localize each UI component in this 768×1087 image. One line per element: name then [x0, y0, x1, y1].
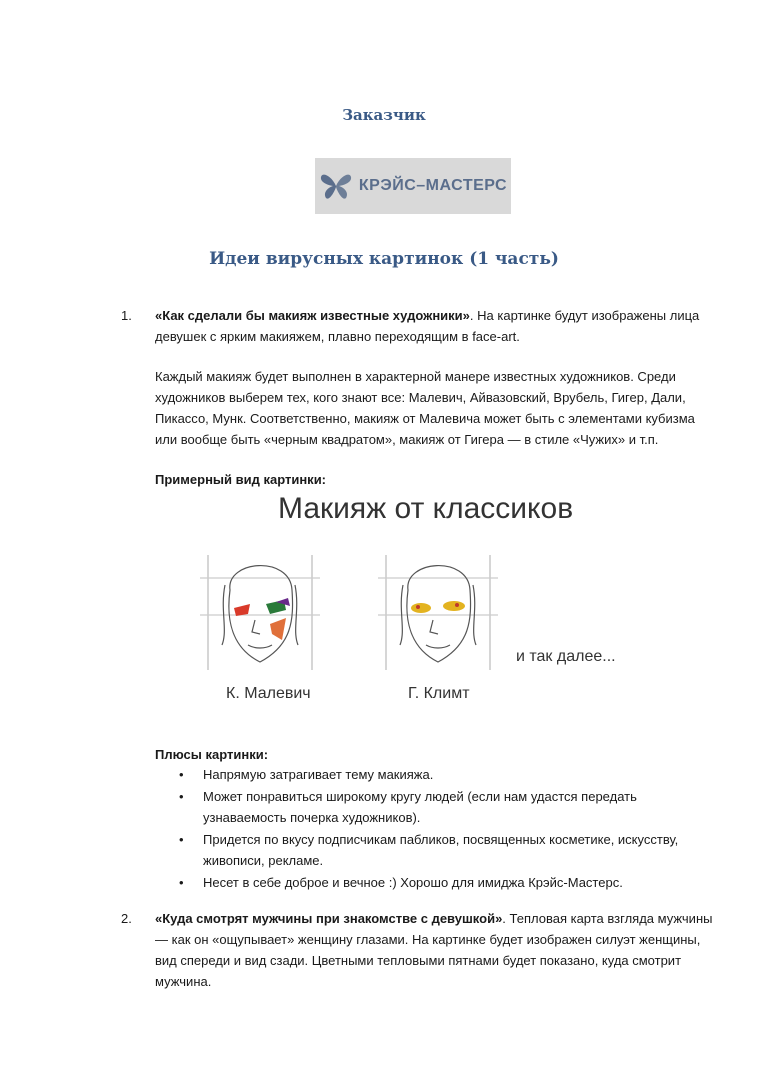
caption-more: и так далее...	[516, 648, 616, 665]
company-logo	[315, 158, 511, 214]
face-sketch-malevich	[200, 550, 320, 675]
item-1-intro-text: . На картинке будут изображены лица девушек с ярким макияжем, плавно переходящим в face-art.	[155, 308, 700, 344]
face-sketch-klimt	[378, 550, 498, 675]
illustration-title: Макияж от классиков	[278, 492, 574, 525]
logo-text: КРЭЙС–МАСТЕРС	[358, 177, 508, 194]
item-2-text: «Куда смотрят мужчины при знакомстве с девушкой». Тепловая карта взгляда мужчины — как он «ощупывает» женщину глазами. На картинке будет изображен силуэт женщины, вид спереди и вид сзади. Цветными тепловыми пятнами будет показано, куда смотрит мужчина.	[155, 911, 713, 989]
item-2-title: «Куда смотрят мужчины при знакомстве с девушкой»	[155, 911, 503, 926]
butterfly-icon	[319, 171, 353, 201]
customer-heading: Заказчик	[342, 106, 426, 124]
list-item: • Напрямую затрагивает тему макияжа.	[179, 767, 434, 782]
list-item: • Несет в себе доброе и вечное :) Хорошо для имиджа Крэйс-Мастерс.	[179, 875, 623, 890]
list-item: • Может понравиться широкому кругу людей (если нам удастся передать узнаваемость почерка художников).	[179, 789, 637, 825]
item-2-number: 2.	[121, 911, 132, 926]
item-1-number: 1.	[121, 308, 132, 323]
caption-klimt: Г. Климт	[408, 685, 470, 702]
pros-label: Плюсы картинки:	[155, 747, 269, 762]
list-item: • Придется по вкусу подписчикам пабликов, посвященных косметике, искусству, живописи, рекламе.	[179, 832, 679, 868]
ideas-heading: Идеи вирусных картинок (1 часть)	[209, 249, 559, 269]
item-1-description: Каждый макияж будет выполнен в характерной манере известных художников. Среди художников выберем тех, кого знают все: Малевич, Айвазовский, Врубель, Гигер, Дали, Пикассо, Мунк. Соответственно, макияж от Малевича может быть с элементами кубизма или вообще быть «черным квадратом», макияж от Гигера — в стиле «Чужих» и т.п.	[155, 369, 695, 447]
caption-malevich: К. Малевич	[226, 685, 311, 702]
item-1-title: «Как сделали бы макияж известные художники»	[155, 308, 470, 323]
pros-list	[175, 764, 715, 894]
makeup-illustration	[200, 490, 640, 720]
item-1-intro	[155, 305, 715, 347]
example-label: Примерный вид картинки:	[155, 472, 327, 487]
